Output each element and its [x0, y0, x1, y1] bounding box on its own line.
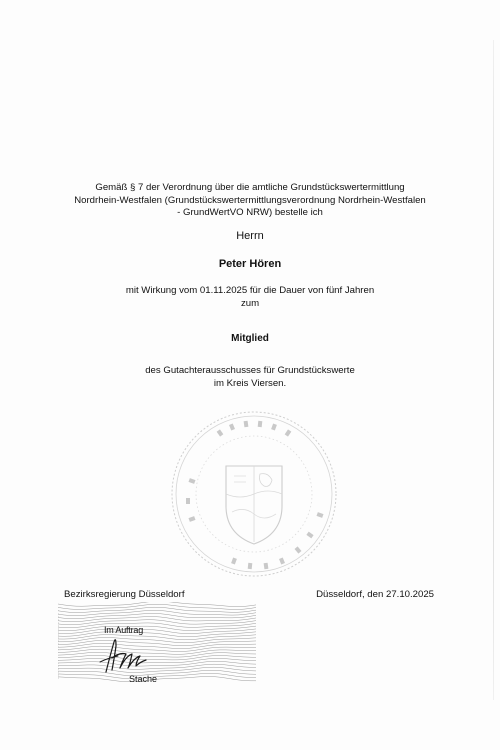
security-wave-line	[58, 640, 256, 645]
effective-paragraph	[60, 285, 440, 310]
security-wave-line	[58, 667, 256, 672]
signature-label: Im Auftrag	[104, 625, 144, 635]
security-wave-line	[58, 617, 256, 622]
official-seal-nrw-icon	[168, 408, 340, 580]
security-wave-line	[58, 623, 256, 628]
issuer-authority: Bezirksregierung Düsseldorf	[64, 589, 185, 600]
security-wave-line	[58, 643, 256, 648]
security-wave-line	[58, 652, 256, 657]
signatory-name: Stache	[129, 674, 158, 684]
intro-line-3: - GrundWertVO NRW) bestelle ich	[177, 207, 323, 219]
effective-line-2: zum	[240, 297, 260, 309]
committee-paragraph	[60, 365, 440, 390]
committee-line-2: im Kreis Viersen.	[213, 377, 287, 389]
salutation: Herrn	[236, 230, 264, 242]
security-pattern-background	[58, 602, 256, 682]
place-and-date: Düsseldorf, den 27.10.2025	[316, 589, 434, 600]
appointee-name: Peter Hören	[218, 258, 282, 270]
appointment-role: Mitglied	[231, 333, 269, 344]
security-wave-line	[58, 604, 256, 609]
security-wave-line	[58, 610, 256, 615]
security-wave-line	[58, 661, 256, 666]
scan-edge-line	[493, 40, 494, 700]
committee-line-1: des Gutachterausschusses für Grundstückswerte	[145, 365, 355, 376]
security-wave-line	[58, 658, 256, 663]
security-wave-line	[58, 632, 256, 637]
security-wave-line	[58, 607, 256, 612]
handwritten-signature-icon	[92, 632, 152, 678]
security-wave-line	[58, 655, 256, 659]
intro-line-2: Nordrhein-Westfalen (Grundstückswertermittlungsverordnung Nordrhein-Westfalen	[74, 194, 426, 206]
effective-line-1: mit Wirkung vom 01.11.2025 für die Dauer von fünf Jahren	[125, 285, 375, 296]
security-wave-line	[58, 637, 256, 642]
intro-paragraph	[60, 182, 440, 220]
security-wave-line	[58, 664, 256, 669]
security-wave-line	[58, 613, 256, 618]
intro-line-1: Gemäß § 7 der Verordnung über die amtliche Grundstückswertermittlung	[95, 182, 405, 193]
security-wave-line	[58, 629, 256, 634]
